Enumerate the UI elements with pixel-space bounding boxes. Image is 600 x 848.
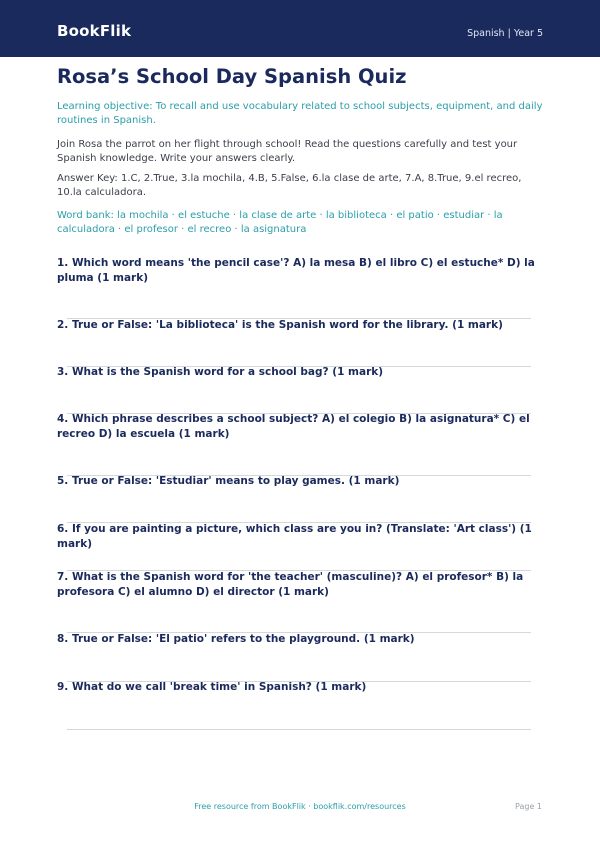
answer-key: Answer Key: 1.C, 2.True, 3.la mochila, 4.B, 5.False, 6.la clase de arte, 7.A, 8.True, 9.el recreo, 10.la calculadora. (57, 173, 522, 198)
word-bank: Word bank: la mochila · el estuche · la clase de arte · la biblioteca · el patio · estudiar · la calculadora · el profesor · el recreo · la asignatura (57, 210, 503, 235)
footer-credit: Free resource from BookFlik · bookflik.com/resources (194, 802, 406, 811)
question-6: 6. If you are painting a picture, which class are you in? (Translate: 'Art class') (1 mark) (57, 523, 532, 550)
page-number: Page 1 (515, 802, 542, 811)
intro-text: Join Rosa the parrot on her flight through school! Read the questions carefully and test your Spanish knowledge. Write your answers clearly. (57, 139, 518, 164)
question-2: 2. True or False: 'La biblioteca' is the Spanish word for the library. (1 mark) (57, 319, 503, 331)
page-header (0, 0, 600, 57)
question-7: 7. What is the Spanish word for 'the teacher' (masculine)? A) el profesor* B) la profesora C) el alumno D) el director (1 mark) (57, 571, 524, 598)
question-1: 1. Which word means 'the pencil case'? A) la mesa B) el libro C) el estuche* D) la pluma (1 mark) (57, 257, 535, 284)
learning-objective: Learning objective: To recall and use vocabulary related to school subjects, equipment, and daily routines in Spanish. (57, 101, 543, 126)
question-3: 3. What is the Spanish word for a school bag? (1 mark) (57, 366, 384, 378)
page-title: Rosa’s School Day Spanish Quiz (57, 65, 407, 88)
question-4: 4. Which phrase describes a school subject? A) el colegio B) la asignatura* C) el recreo D) la escuela (1 mark) (57, 413, 530, 440)
subject-label: Spanish | Year 5 (467, 28, 543, 39)
brand-logo: BookFlik (57, 22, 132, 40)
question-8: 8. True or False: 'El patio' refers to the playground. (1 mark) (57, 633, 415, 645)
answer-line-9[interactable] (67, 729, 531, 730)
question-5: 5. True or False: 'Estudiar' means to play games. (1 mark) (57, 475, 400, 487)
question-9: 9. What do we call 'break time' in Spanish? (1 mark) (57, 681, 367, 693)
